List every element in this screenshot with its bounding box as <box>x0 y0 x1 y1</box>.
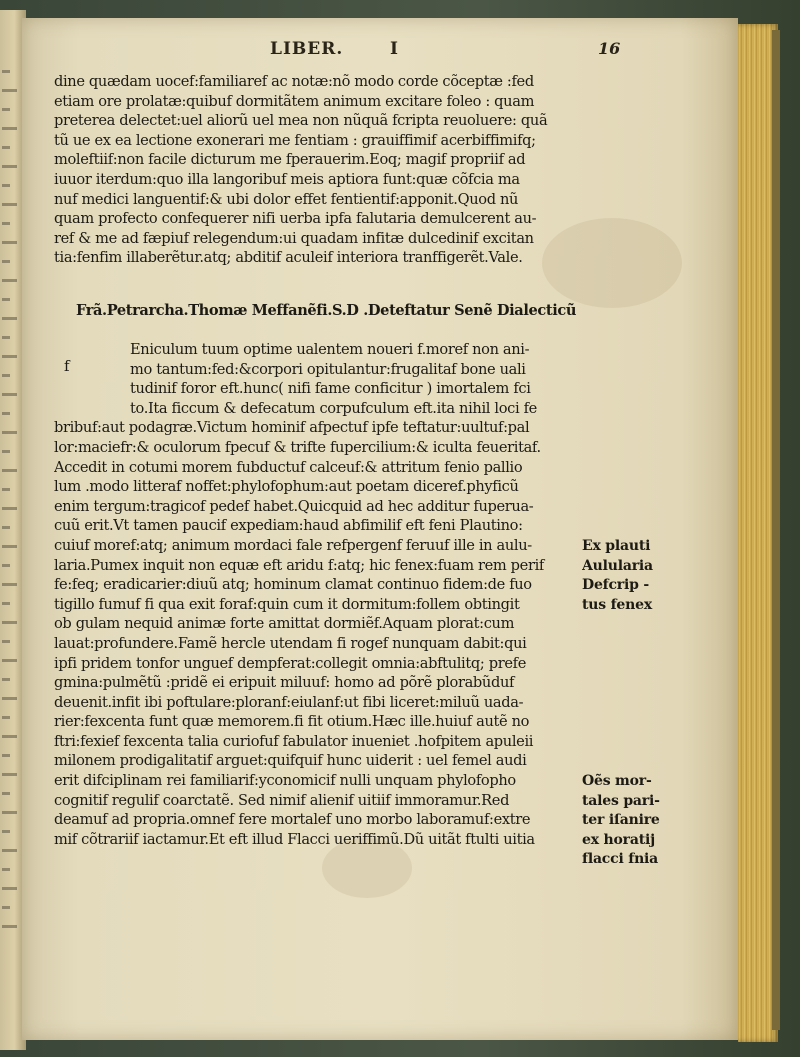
facing-page-text-fragment <box>2 184 10 187</box>
text-line: mif cõtrariif iactamur.Et eft illud Flacci ueriffimũ.Dũ uitãt ftulti uitia <box>54 830 535 848</box>
text-line: tales pari- <box>582 792 660 809</box>
text-line: ob gulam nequid animæ forte amittat dormiẽf.Aquam plorat:cum <box>54 615 515 633</box>
text-line: Ex plauti <box>582 538 651 554</box>
facing-page-text-fragment <box>2 374 10 377</box>
text-line: milonem prodigalitatif arguet:quifquif hunc uiderit : uel femel audi <box>54 752 527 770</box>
text-line: enim tergum:tragicof pedef habet.Quicquid ad hec additur fuperua- <box>54 497 534 515</box>
facing-page-text-fragment <box>2 336 10 339</box>
facing-page-text-fragment <box>2 507 17 510</box>
text-line: bribuf:aut podagræ.Victum hominif afpectuf ipfe teftatur:uultuf:pal <box>54 419 530 437</box>
facing-page-text-fragment <box>2 469 17 472</box>
facing-page-text-fragment <box>2 830 10 833</box>
facing-page-text-fragment <box>2 640 10 643</box>
text-line: etiam ore prolatæ:quibuf dormitãtem animum excitare foleo : quam <box>54 92 535 110</box>
text-line: nuf medici languentif:& ubi dolor effet fentientif:apponit.Quod nũ <box>54 190 519 208</box>
text-line: laria.Pumex inquit non equæ eft aridu f:atq; hic fenex:fuam rem perif <box>54 556 544 574</box>
text-line: erit difciplinam rei familiarif:yconomicif nulli unquam phylofopho <box>54 772 516 790</box>
facing-page-text-fragment <box>2 146 10 149</box>
text-line: iuuor iterdum:quo illa langoribuf meis aptiora funt:quæ cõfcia ma <box>54 170 520 188</box>
facing-page-text-fragment <box>2 735 17 738</box>
folio-number: 16 <box>598 39 621 58</box>
text-line: ftri:fexief fexcenta talia curiofuf fabulator inueniet .hofpitem apuleii <box>54 732 534 750</box>
letter-end-block <box>54 72 574 268</box>
facing-page-text-fragment <box>2 450 10 453</box>
facing-page-text-fragment <box>2 526 10 529</box>
text-line: Aulularia <box>582 557 653 574</box>
facing-page-text-fragment <box>2 298 10 301</box>
text-line: ter iſanire <box>582 812 660 829</box>
text-line: tus fenex <box>582 596 652 613</box>
text-line: flacci fnia <box>582 851 659 868</box>
running-title: LIBER. <box>270 39 344 59</box>
text-line: lor:maciefr:& oculorum fpecuf & trifte fupercilium:& iculta feueritaf. <box>54 438 541 456</box>
text-line: fe:feq; eradicarier:diuũ atq; hominum clamat continuo fidem:de fuo <box>54 576 532 594</box>
text-line: Oẽs mor- <box>582 773 652 789</box>
facing-page-text-fragment <box>2 317 17 320</box>
marginal-note-plautus <box>582 537 653 615</box>
facing-page-text-fragment <box>2 279 17 282</box>
text-line: gmina:pulmẽtũ :pridẽ ei eripuit miluuf: homo ad põrẽ plorabũduf <box>54 674 515 692</box>
facing-page-text-fragment <box>2 697 17 700</box>
facing-page-text-fragment <box>2 811 17 814</box>
facing-page-text-fragment <box>2 868 10 871</box>
facing-page-text-fragment <box>2 70 10 73</box>
binding-shadow <box>772 30 780 1030</box>
facing-page-text-fragment <box>2 412 10 415</box>
text-line: deamuf ad propria.omnef fere mortalef uno morbo laboramuf:extre <box>54 811 531 829</box>
text-line: tudinif foror eft.hunc( nifi fame conficitur ) imortalem fci <box>130 380 531 398</box>
facing-page-text-fragment <box>2 488 10 491</box>
book-number: I <box>390 39 398 59</box>
text-line: tigillo fumuf fi qua exit foraf:quin cum it dormitum:follem obtingit <box>54 595 520 613</box>
facing-page-text-fragment <box>2 906 10 909</box>
text-line: cuũ erit.Vt tamen paucif expediam:haud abfimilif eft feni Plautino: <box>54 517 523 535</box>
facing-page-text-fragment <box>2 564 10 567</box>
facing-page-text-fragment <box>2 849 17 852</box>
facing-page-text-fragment <box>2 754 10 757</box>
text-line: Accedit in cotumi morem fubductuf calceuf:& attritum fenio pallio <box>54 458 523 476</box>
facing-page-text-fragment <box>2 260 10 263</box>
facing-page-text-fragment <box>2 925 17 928</box>
facing-page-text-fragment <box>2 89 17 92</box>
facing-page-text-fragment <box>2 222 10 225</box>
facing-page-text-fragment <box>2 203 17 206</box>
text-line: Defcrip - <box>582 577 649 594</box>
facing-page-text-fragment <box>2 773 17 776</box>
text-line: Eniculum tuum optime ualentem noueri f.moref non ani- <box>130 341 530 358</box>
text-line: to.Ita ficcum & defecatum corpufculum eft.ita nihil loci fe <box>130 399 537 417</box>
text-line: mo tantum:fed:&corpori opitulantur:frugalitaf bone uali <box>130 360 526 378</box>
facing-page-text-fragment <box>2 678 10 681</box>
facing-page-text-fragment <box>2 602 10 605</box>
facing-page-text-fragment <box>2 127 17 130</box>
marginal-note-horace <box>582 772 660 870</box>
text-line: tũ ue ex ea lectione exonerari me fentiam : grauiffimif acerbiffimifq; <box>54 131 536 149</box>
text-line: lum .modo litteraf noffet:phylofophum:aut poetam diceref.phyficũ <box>54 478 519 496</box>
text-line: ref & me ad fæpiuf relegendum:ui quadam infitæ dulcedinif excitan <box>54 229 534 247</box>
facing-page-text-fragment <box>2 108 10 111</box>
facing-page-text-fragment <box>2 583 17 586</box>
text-line: quam profecto confequerer nifi uerba ipfa falutaria demulcerent au- <box>54 210 537 228</box>
facing-page-text-fragment <box>2 792 10 795</box>
text-line: lauat:profundere.Famẽ hercle utendam fi rogef nunquam dabit:qui <box>54 634 527 652</box>
text-line: dine quædam uocef:familiaref ac notæ:nõ modo corde cõceptæ :fed <box>54 73 534 90</box>
text-line: cognitif regulif coarctatẽ. Sed nimif alienif uitiif immoramur.Red <box>54 791 510 809</box>
facing-page-text-fragment <box>2 393 17 396</box>
text-line: deuenit.infit ibi poftulare:ploranf:eiulanf:ut fibi liceret:miluũ uada- <box>54 693 524 711</box>
facing-page-text-fragment <box>2 887 17 890</box>
facing-page-text-fragment <box>2 241 17 244</box>
facing-page-text-fragment <box>2 621 17 624</box>
text-line: cuiuf moref:atq; animum mordaci fale refpergenf feruuf ille in aulu- <box>54 536 532 554</box>
facing-page-text-fragment <box>2 659 17 662</box>
facing-page-text-fragment <box>2 716 10 719</box>
text-line: ipfi pridem tonfor unguef dempferat:collegit omnia:abftulitq; prefe <box>54 654 526 672</box>
text-line: preterea delectet:uel aliorũ uel mea non nũquã fcripta reuoluere: quã <box>54 112 548 130</box>
text-line: rier:fexcenta funt quæ memorem.fi fit otium.Hæc ille.huiuf autẽ no <box>54 713 530 731</box>
letter-body-block <box>54 340 574 849</box>
initial-guide-letter: f <box>64 357 70 375</box>
facing-page-text-fragment <box>2 545 17 548</box>
facing-page-text-fragment <box>2 355 17 358</box>
text-line: tia:fenfim illaberẽtur.atq; abditif aculeif interiora tranffigerẽt.Vale. <box>54 249 523 267</box>
text-line: ex horatij <box>582 831 655 848</box>
letter-heading: Frã.Petrarcha.Thomæ Meffanẽfi.S.D .Deteftatur Senẽ Dialecticũ <box>76 302 577 319</box>
facing-page-text-fragment <box>2 431 17 434</box>
text-line: moleftiif:non facile dicturum me fperauerim.Eoq; magif propriif ad <box>54 151 526 169</box>
facing-page-text-fragment <box>2 165 17 168</box>
